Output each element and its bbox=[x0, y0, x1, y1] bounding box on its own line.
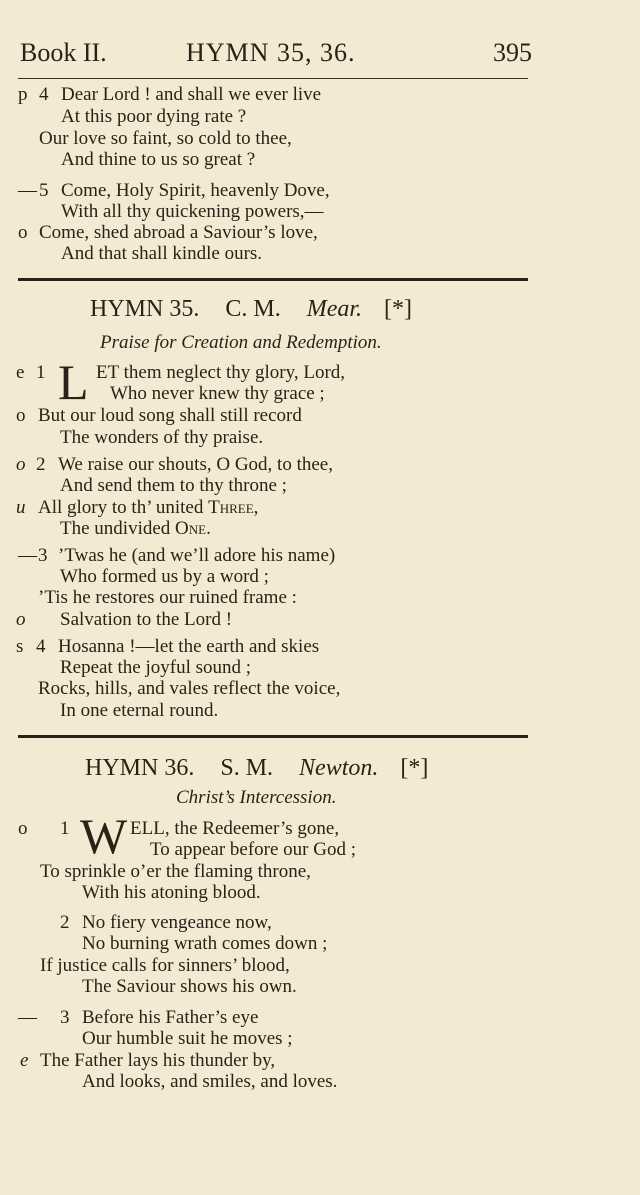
verse-line: ’Tis he restores our ruined frame : bbox=[38, 587, 297, 608]
verse-number: 1 bbox=[60, 818, 70, 839]
small-caps-word: Three, bbox=[208, 497, 259, 518]
page-header bbox=[20, 38, 532, 70]
verse-line: In one eternal round. bbox=[60, 700, 219, 721]
verse-number: 4 bbox=[39, 84, 49, 105]
hymn-number: HYMN 35. bbox=[90, 296, 200, 322]
verse-line: With all thy quickening powers,— bbox=[61, 201, 324, 222]
drop-cap: L bbox=[58, 354, 89, 410]
verse-line: Our love so faint, so cold to thee, bbox=[39, 128, 292, 149]
hymn-subtitle: Praise for Creation and Redemption. bbox=[100, 332, 382, 353]
verse-number: 4 bbox=[36, 636, 46, 657]
hymn-meter: C. M. bbox=[225, 296, 281, 322]
dynamic-mark: o bbox=[16, 609, 26, 630]
tune-marker: [*] bbox=[384, 296, 413, 322]
verse-line: ELL, the Redeemer’s gone, bbox=[130, 818, 340, 839]
dynamic-mark: e bbox=[16, 362, 25, 383]
line-text: The undivided bbox=[60, 518, 171, 539]
verse-line: Repeat the joyful sound ; bbox=[60, 657, 252, 678]
verse-line: To appear before our God ; bbox=[150, 839, 357, 860]
verse-number: 1 bbox=[36, 362, 46, 383]
verse-line: Dear Lord ! and shall we ever live bbox=[61, 84, 322, 105]
book-label: Book II. bbox=[20, 38, 107, 67]
verse-number: 5 bbox=[39, 180, 49, 201]
dynamic-mark: u bbox=[16, 497, 26, 518]
small-caps-word: One. bbox=[175, 518, 211, 539]
verse-line: Come, shed abroad a Saviour’s love, bbox=[39, 222, 318, 243]
verse-line: Our humble suit he moves ; bbox=[82, 1028, 293, 1049]
verse-line: Come, Holy Spirit, heavenly Dove, bbox=[61, 180, 330, 201]
verse-line: And send them to thy throne ; bbox=[60, 475, 287, 496]
tune-name: Newton. bbox=[299, 755, 379, 781]
verse-line bbox=[60, 518, 211, 540]
verse-line: But our loud song shall still record bbox=[38, 405, 302, 426]
verse-line: Rocks, hills, and vales reflect the voice, bbox=[38, 678, 341, 699]
verse-line: Who never knew thy grace ; bbox=[110, 383, 325, 404]
verse-line: No fiery vengeance now, bbox=[82, 912, 272, 933]
dynamic-mark: — bbox=[18, 1007, 37, 1028]
dynamic-mark: o bbox=[18, 222, 28, 243]
line-text: All glory to th’ united bbox=[38, 497, 204, 518]
verse-line: ET them neglect thy glory, Lord, bbox=[96, 362, 346, 383]
dynamic-mark: o bbox=[16, 454, 26, 475]
verse-line: The wonders of thy praise. bbox=[60, 427, 264, 448]
verse-number: 3 bbox=[60, 1007, 70, 1028]
dynamic-mark: s bbox=[16, 636, 24, 657]
page-number: 395 bbox=[493, 38, 532, 67]
verse-line: And that shall kindle ours. bbox=[61, 243, 263, 264]
verse-line: If justice calls for sinners’ blood, bbox=[40, 955, 290, 976]
drop-cap: W bbox=[80, 808, 128, 864]
verse-line: And thine to us so great ? bbox=[61, 149, 256, 170]
dynamic-mark: p bbox=[18, 84, 28, 105]
hymn-title bbox=[90, 296, 412, 323]
section-rule bbox=[18, 735, 528, 738]
verse-line: The Father lays his thunder by, bbox=[40, 1050, 276, 1071]
hymn-number: HYMN 36. bbox=[85, 755, 195, 781]
dynamic-mark: o bbox=[16, 405, 26, 426]
verse-number: 3 bbox=[38, 545, 48, 566]
header-rule bbox=[18, 78, 528, 79]
verse-line: And looks, and smiles, and loves. bbox=[82, 1071, 338, 1092]
dynamic-mark: o bbox=[18, 818, 28, 839]
verse-line: Salvation to the Lord ! bbox=[60, 609, 233, 630]
verse-line: The Saviour shows his own. bbox=[82, 976, 297, 997]
verse-line: ’Twas he (and we’ll adore his name) bbox=[58, 545, 336, 566]
hymn-title bbox=[85, 755, 428, 782]
hymn-range: HYMN 35, 36. bbox=[186, 38, 356, 67]
verse-line: We raise our shouts, O God, to thee, bbox=[58, 454, 333, 475]
dynamic-mark: — bbox=[18, 545, 37, 566]
section-rule bbox=[18, 278, 528, 281]
hymn-meter: S. M. bbox=[220, 755, 274, 781]
verse-line: Hosanna !—let the earth and skies bbox=[58, 636, 320, 657]
verse-line: Who formed us by a word ; bbox=[60, 566, 269, 587]
verse-line bbox=[38, 497, 258, 519]
dynamic-mark: e bbox=[20, 1050, 29, 1071]
verse-line: At this poor dying rate ? bbox=[61, 106, 247, 127]
tune-marker: [*] bbox=[400, 755, 429, 781]
verse-line: No burning wrath comes down ; bbox=[82, 933, 328, 954]
hymn-subtitle: Christ’s Intercession. bbox=[176, 787, 337, 808]
verse-number: 2 bbox=[60, 912, 70, 933]
verse-number: 2 bbox=[36, 454, 46, 475]
verse-line: Before his Father’s eye bbox=[82, 1007, 259, 1028]
dynamic-mark: — bbox=[18, 180, 37, 201]
verse-line: With his atoning blood. bbox=[82, 882, 261, 903]
verse-line: To sprinkle o’er the flaming throne, bbox=[40, 861, 311, 882]
tune-name: Mear. bbox=[306, 296, 363, 322]
